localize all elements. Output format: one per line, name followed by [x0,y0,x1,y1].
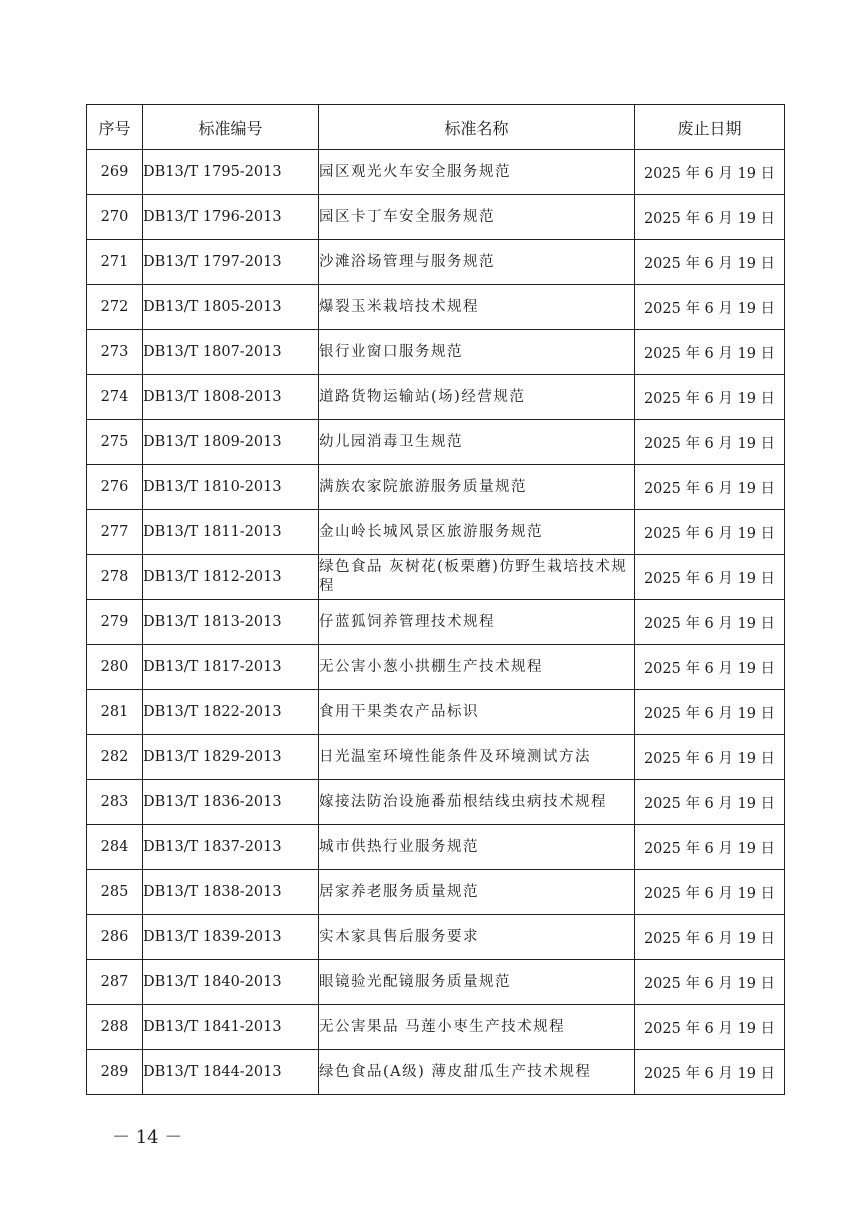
header-code: 标准编号 [143,105,319,150]
row-name: 道路货物运输站(场)经营规范 [319,375,635,420]
row-no: 275 [87,420,143,465]
row-date: 2025 年 6 月 19 日 [635,780,785,825]
table-row [87,645,785,690]
row-code: DB13/T 1838-2013 [143,870,319,915]
row-name: 爆裂玉米栽培技术规程 [319,285,635,330]
table-row [87,1005,785,1050]
table-row [87,600,785,645]
row-no: 269 [87,150,143,195]
row-date: 2025 年 6 月 19 日 [635,330,785,375]
row-code: DB13/T 1795-2013 [143,150,319,195]
row-name: 居家养老服务质量规范 [319,870,635,915]
table-row [87,330,785,375]
table-row [87,420,785,465]
row-no: 270 [87,195,143,240]
table-row [87,240,785,285]
row-no: 274 [87,375,143,420]
row-no: 277 [87,510,143,555]
row-date: 2025 年 6 月 19 日 [635,645,785,690]
row-name: 满族农家院旅游服务质量规范 [319,465,635,510]
table-row [87,825,785,870]
row-no: 282 [87,735,143,780]
table-row [87,735,785,780]
row-name: 园区卡丁车安全服务规范 [319,195,635,240]
table-row [87,195,785,240]
row-code: DB13/T 1808-2013 [143,375,319,420]
row-code: DB13/T 1844-2013 [143,1050,319,1095]
row-code: DB13/T 1822-2013 [143,690,319,735]
row-name: 无公害小葱小拱棚生产技术规程 [319,645,635,690]
table-row [87,1050,785,1095]
table-row [87,375,785,420]
row-name: 食用干果类农产品标识 [319,690,635,735]
row-date: 2025 年 6 月 19 日 [635,735,785,780]
page-number: － 14 － [112,1127,183,1148]
row-no: 289 [87,1050,143,1095]
row-name: 无公害果品 马莲小枣生产技术规程 [319,1005,635,1050]
row-code: DB13/T 1837-2013 [143,825,319,870]
row-code: DB13/T 1807-2013 [143,330,319,375]
table-row [87,510,785,555]
header-name: 标准名称 [319,105,635,150]
row-no: 288 [87,1005,143,1050]
row-code: DB13/T 1836-2013 [143,780,319,825]
row-date: 2025 年 6 月 19 日 [635,285,785,330]
table-row [87,555,785,600]
table-row [87,870,785,915]
row-no: 283 [87,780,143,825]
row-code: DB13/T 1813-2013 [143,600,319,645]
row-no: 286 [87,915,143,960]
row-date: 2025 年 6 月 19 日 [635,150,785,195]
row-date: 2025 年 6 月 19 日 [635,420,785,465]
row-name: 沙滩浴场管理与服务规范 [319,240,635,285]
header-no: 序号 [87,105,143,150]
table-row [87,150,785,195]
row-code: DB13/T 1805-2013 [143,285,319,330]
row-code: DB13/T 1797-2013 [143,240,319,285]
row-date: 2025 年 6 月 19 日 [635,825,785,870]
row-no: 284 [87,825,143,870]
table-row [87,690,785,735]
table-row [87,285,785,330]
row-date: 2025 年 6 月 19 日 [635,1005,785,1050]
row-no: 279 [87,600,143,645]
row-date: 2025 年 6 月 19 日 [635,240,785,285]
row-name: 绿色食品(A级) 薄皮甜瓜生产技术规程 [319,1050,635,1095]
row-no: 281 [87,690,143,735]
row-no: 287 [87,960,143,1005]
row-name: 园区观光火车安全服务规范 [319,150,635,195]
table-row [87,780,785,825]
table-row [87,465,785,510]
row-date: 2025 年 6 月 19 日 [635,1050,785,1095]
row-date: 2025 年 6 月 19 日 [635,510,785,555]
row-name: 实木家具售后服务要求 [319,915,635,960]
row-date: 2025 年 6 月 19 日 [635,555,785,600]
row-name: 仔蓝狐饲养管理技术规程 [319,600,635,645]
row-code: DB13/T 1810-2013 [143,465,319,510]
row-code: DB13/T 1839-2013 [143,915,319,960]
row-name: 嫁接法防治设施番茄根结线虫病技术规程 [319,780,635,825]
row-date: 2025 年 6 月 19 日 [635,195,785,240]
row-date: 2025 年 6 月 19 日 [635,915,785,960]
row-date: 2025 年 6 月 19 日 [635,690,785,735]
row-name: 城市供热行业服务规范 [319,825,635,870]
header-date: 废止日期 [635,105,785,150]
table-row [87,915,785,960]
row-code: DB13/T 1841-2013 [143,1005,319,1050]
row-no: 276 [87,465,143,510]
row-code: DB13/T 1829-2013 [143,735,319,780]
row-code: DB13/T 1811-2013 [143,510,319,555]
standards-table [86,104,785,1095]
row-no: 285 [87,870,143,915]
row-no: 280 [87,645,143,690]
row-code: DB13/T 1817-2013 [143,645,319,690]
row-name: 金山岭长城风景区旅游服务规范 [319,510,635,555]
table-row [87,960,785,1005]
row-name: 绿色食品 灰树花(板栗蘑)仿野生栽培技术规程 [319,555,635,600]
row-date: 2025 年 6 月 19 日 [635,960,785,1005]
row-no: 272 [87,285,143,330]
row-code: DB13/T 1809-2013 [143,420,319,465]
row-code: DB13/T 1796-2013 [143,195,319,240]
table-header-row [87,105,785,150]
row-code: DB13/T 1812-2013 [143,555,319,600]
row-name: 眼镜验光配镜服务质量规范 [319,960,635,1005]
row-name: 日光温室环境性能条件及环境测试方法 [319,735,635,780]
row-no: 271 [87,240,143,285]
row-code: DB13/T 1840-2013 [143,960,319,1005]
row-name: 幼儿园消毒卫生规范 [319,420,635,465]
row-date: 2025 年 6 月 19 日 [635,375,785,420]
row-date: 2025 年 6 月 19 日 [635,465,785,510]
row-no: 273 [87,330,143,375]
row-date: 2025 年 6 月 19 日 [635,600,785,645]
row-name: 银行业窗口服务规范 [319,330,635,375]
row-no: 278 [87,555,143,600]
row-date: 2025 年 6 月 19 日 [635,870,785,915]
